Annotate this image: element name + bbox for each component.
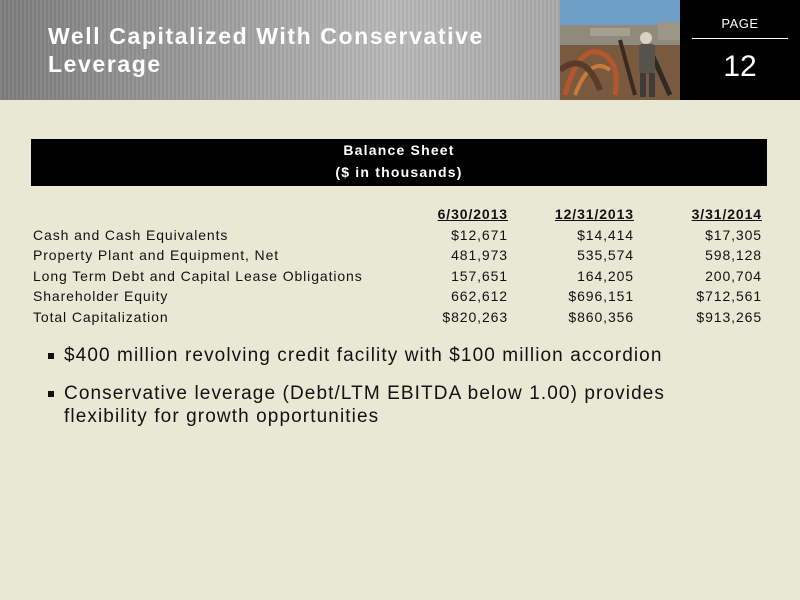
table-cell: 481,973 (451, 247, 508, 263)
table-cell: $696,151 (568, 288, 634, 304)
table-row (33, 309, 765, 330)
table-title-bar (31, 139, 767, 186)
bullet-text: Conservative leverage (Debt/LTM EBITDA below 1.00) provides flexibility for growth opportunities (64, 383, 666, 427)
table-row (33, 288, 765, 309)
bullet-text: $400 million revolving credit facility with $100 million accordion (64, 345, 663, 366)
oilfield-photo-image (560, 0, 680, 100)
bullet-item (48, 344, 748, 367)
slide-title: Well Capitalized With Conservative Leverage (48, 23, 484, 77)
row-label: Property Plant and Equipment, Net (33, 247, 280, 263)
table-cell: $17,305 (705, 226, 762, 243)
table-cell: 157,651 (451, 267, 508, 284)
table-cell: 164,205 (577, 267, 634, 284)
row-label: Cash and Cash Equivalents (33, 226, 229, 243)
table-cell: $14,414 (577, 226, 634, 243)
page-divider (692, 38, 788, 39)
table-cell: $712,561 (696, 288, 762, 304)
table-row (33, 268, 765, 289)
column-header: 6/30/2013 (437, 206, 508, 222)
page-number: 12 (723, 50, 757, 83)
table-cell: $12,671 (451, 226, 508, 243)
table-header-row (33, 206, 765, 227)
title-band (0, 0, 560, 100)
oilfield-photo (560, 0, 680, 100)
bullet-list (48, 344, 748, 443)
table-cell: 535,574 (577, 247, 634, 263)
row-label: Shareholder Equity (33, 288, 169, 304)
bullet-item (48, 382, 748, 428)
column-header: 3/31/2014 (691, 206, 762, 222)
page-indicator (680, 0, 800, 100)
column-header: 12/31/2013 (554, 206, 634, 222)
table-cell: $913,265 (696, 308, 762, 325)
row-label: Long Term Debt and Capital Lease Obligations (33, 267, 363, 284)
page-label: PAGE (721, 16, 759, 31)
table-cell: $820,263 (442, 308, 508, 325)
table-title: Balance Sheet (343, 142, 455, 158)
table-row (33, 247, 765, 268)
balance-sheet-table (33, 206, 765, 329)
table-cell: 662,612 (451, 288, 508, 304)
row-label: Total Capitalization (33, 308, 169, 325)
square-bullet-icon (48, 353, 54, 359)
table-subtitle: ($ in thousands) (335, 164, 463, 180)
table-cell: 200,704 (705, 267, 762, 284)
square-bullet-icon (48, 391, 54, 397)
table-row (33, 227, 765, 248)
slide-header (0, 0, 800, 100)
table-cell: $860,356 (568, 308, 634, 325)
table-cell: 598,128 (705, 247, 762, 263)
